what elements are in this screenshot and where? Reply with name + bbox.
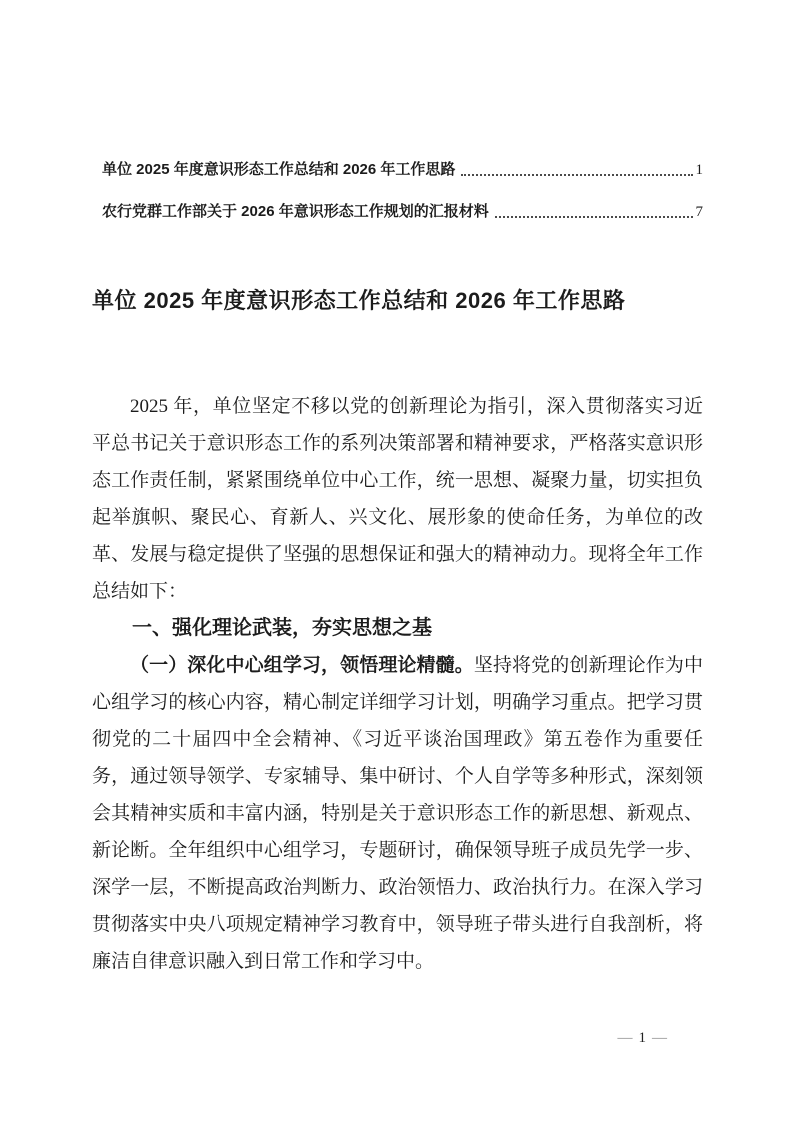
toc-dotted-leader <box>461 174 692 176</box>
section-heading: 一、强化理论武装，夯实思想之基 <box>132 617 432 639</box>
toc-entry[interactable] <box>92 160 703 180</box>
toc-page-number: 7 <box>695 204 703 220</box>
subsection-body: 坚持将党的创新理论作为中心组学习的核心内容，精心制定详细学习计划，明确学习重点。把学习贯彻党的二十届四中全会精神、《习近平谈治国理政》第五卷作为重要任务，通过领导领学、专家辅导、集中研讨、个人自学等多种形式，深刻领会其精神实质和丰富内涵，特别是关于意识形态工作的新思想、新观点、新论断。全年组织中心组学习，专题研讨，确保领导班子成员先学一步、深学一层，不断提高政治判断力、政治领悟力、政治执行力。在深入学习贯彻落实中央八项规定精神学习教育中，领导班子带头进行自我剖析，将廉洁自律意识融入到日常工作和学习中。 <box>92 655 703 972</box>
page-number-footer <box>612 1028 674 1048</box>
toc-page-number: 1 <box>695 162 703 178</box>
page-number-dash-right: — <box>652 1030 667 1046</box>
document-body <box>92 388 703 980</box>
subsection-lead: （一）深化中心组学习，领悟理论精髓。 <box>130 655 474 676</box>
toc-entry-label: 农行党群工作部关于 2026 年意识形态工作规划的汇报材料 <box>102 203 489 220</box>
document-title: 单位 2025 年度意识形态工作总结和 2026 年工作思路 <box>92 288 626 313</box>
page-number-value: 1 <box>638 1030 646 1046</box>
intro-paragraph: 2025 年，单位坚定不移以党的创新理论为指引，深入贯彻落实习近平总书记关于意识形态工作的系列决策部署和精神要求，严格落实意识形态工作责任制，紧紧围绕单位中心工作，统一思想、凝聚力量，切实担负起举旗帜、聚民心、育新人、兴文化、展形象的使命任务，为单位的改革、发展与稳定提供了坚强的思想保证和强大的精神动力。现将全年工作总结如下： <box>92 396 703 602</box>
toc-entry-label: 单位 2025 年度意识形态工作总结和 2026 年工作思路 <box>102 161 456 178</box>
toc-entry[interactable] <box>92 202 703 222</box>
subsection-paragraph <box>92 647 703 980</box>
table-of-contents <box>92 0 703 222</box>
toc-dotted-leader <box>495 216 693 218</box>
page-number-dash-left: — <box>617 1030 633 1046</box>
